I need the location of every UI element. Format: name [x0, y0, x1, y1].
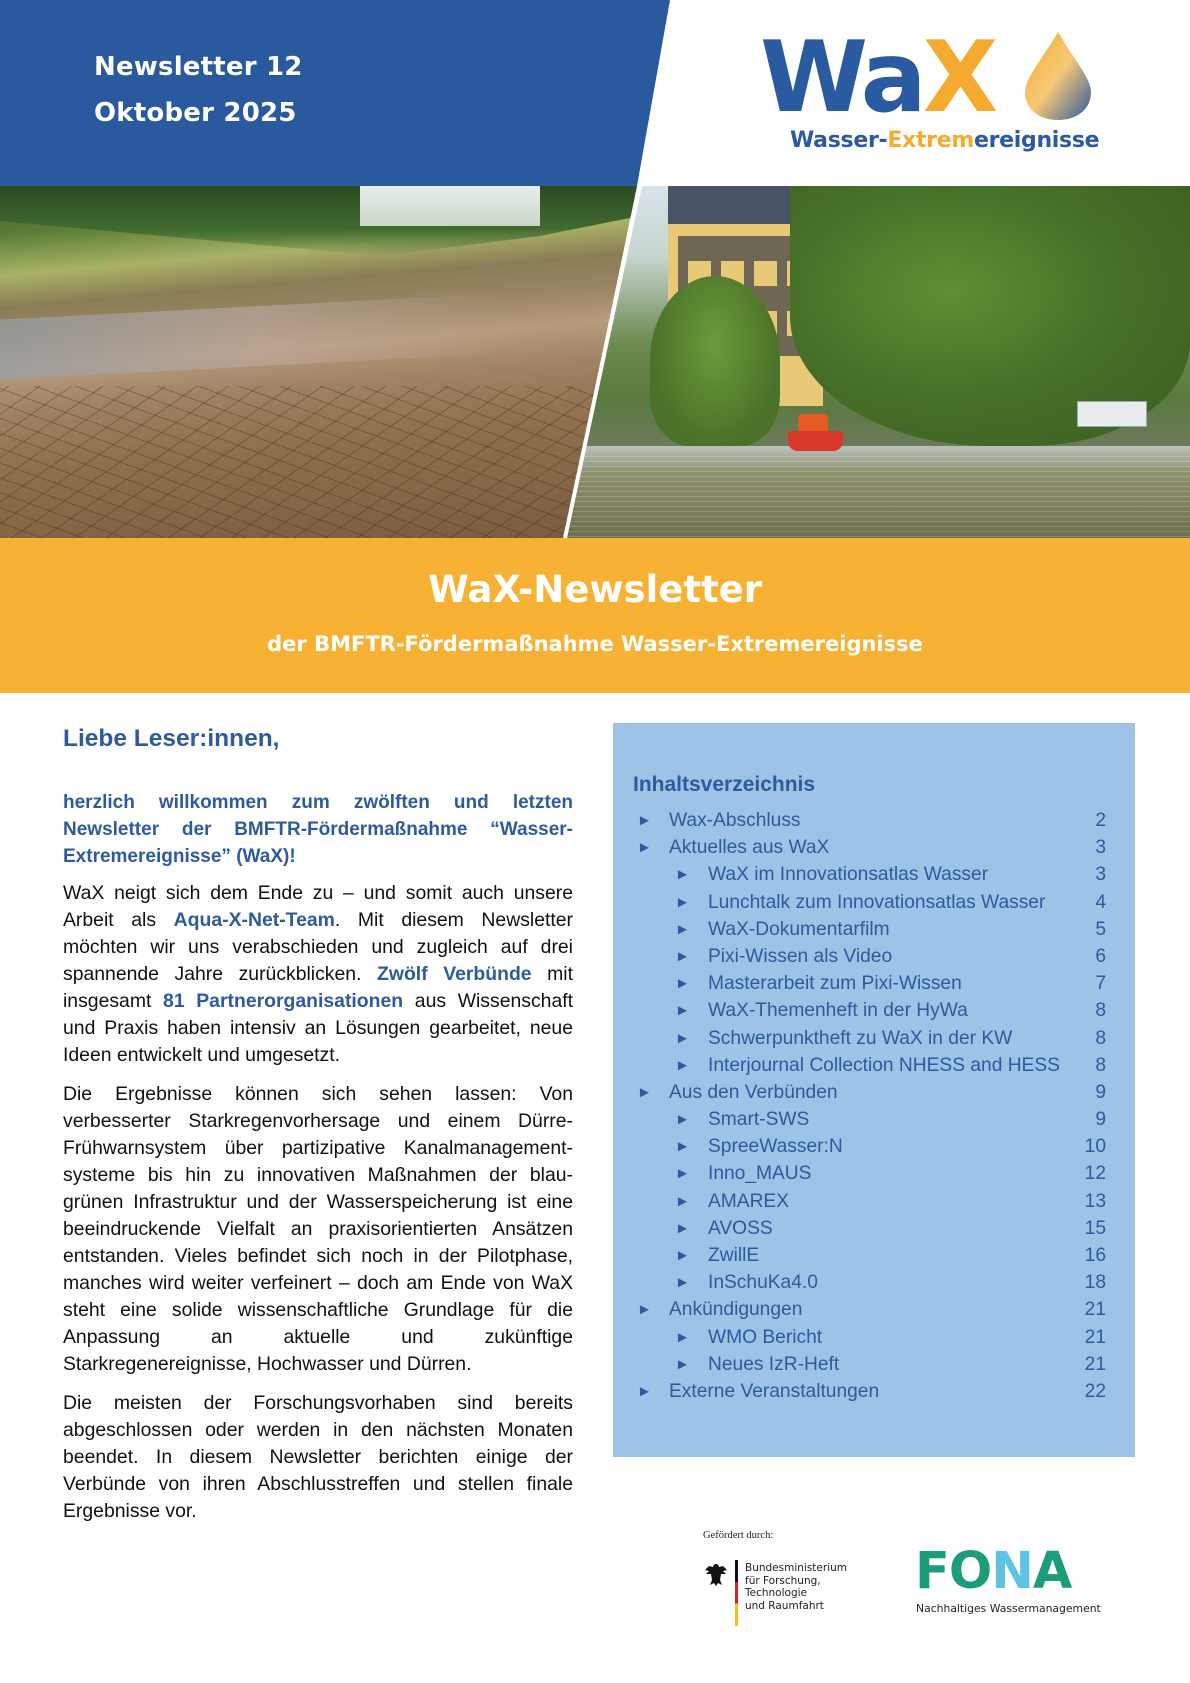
fona-logo — [915, 1542, 1072, 1601]
triangle-right-icon: ► — [675, 1165, 690, 1183]
toc-item-page: 5 — [1095, 918, 1106, 940]
header-banner — [0, 0, 670, 186]
p1-text: mit insgesamt — [63, 963, 573, 1012]
triangle-right-icon: ► — [637, 1301, 652, 1319]
toc-item-page: 9 — [1095, 1081, 1106, 1103]
greeting-heading: Liebe Leser:innen, — [63, 725, 280, 752]
toc-item[interactable] — [635, 1351, 1115, 1378]
triangle-right-icon: ► — [675, 975, 690, 993]
toc-item[interactable] — [635, 1133, 1115, 1160]
logo-sub-2: Extrem — [887, 128, 974, 153]
toc-item-label[interactable]: InSchuKa4.0 — [708, 1272, 818, 1294]
logo-wa: Wa — [760, 21, 923, 135]
p1-text: WaX neigt sich dem Ende zu – und somit auch unsere Arbeit als — [63, 882, 573, 931]
toc-item[interactable] — [635, 916, 1115, 943]
toc-item[interactable] — [635, 970, 1115, 997]
toc-title: Inhaltsverzeichnis — [633, 773, 816, 796]
toc-item-label[interactable]: WMO Bericht — [708, 1326, 823, 1348]
toc-item[interactable] — [635, 1160, 1115, 1187]
toc-item-label[interactable]: WaX im Innovationsatlas Wasser — [708, 864, 989, 886]
triangle-right-icon: ► — [675, 1219, 690, 1237]
toc-item-page: 18 — [1084, 1272, 1106, 1294]
triangle-right-icon: ► — [675, 1029, 690, 1047]
paragraph-3: Die meisten der Forschungsvorhaben sind bereits abgeschlossen oder werden in den nächsten Monaten beendet. In diesem Newsletter berichten einige der Verbünde von ihren Abschlusstreffen und stellen finale Ergebnisse vor. — [63, 1392, 573, 1522]
table-of-contents — [613, 723, 1135, 1457]
toc-item-label[interactable]: Aktuelles aus WaX — [669, 837, 830, 859]
highlight-aqua-x-net: Aqua-X-Net-Team — [173, 909, 335, 931]
highlight-verbuende: Zwölf Verbünde — [377, 963, 532, 985]
toc-item-page: 6 — [1095, 945, 1106, 967]
funded-by-label: Gefördert durch: — [703, 1530, 774, 1541]
toc-item[interactable] — [635, 1079, 1115, 1106]
bmftr-logo — [703, 1560, 873, 1630]
toc-item-label[interactable]: AMAREX — [708, 1190, 790, 1212]
toc-item-page: 16 — [1084, 1245, 1106, 1266]
triangle-right-icon: ► — [637, 1382, 652, 1400]
wax-logo — [760, 21, 1100, 158]
toc-item[interactable] — [635, 1378, 1115, 1405]
toc-item-label[interactable]: Aus den Verbünden — [669, 1081, 838, 1103]
toc-item[interactable] — [635, 997, 1115, 1024]
toc-item[interactable] — [635, 1215, 1115, 1242]
toc-item[interactable] — [635, 943, 1115, 970]
toc-item-page: 2 — [1095, 810, 1106, 831]
triangle-right-icon: ► — [675, 1274, 690, 1292]
toc-item[interactable] — [635, 1324, 1115, 1351]
logo-wordmark — [760, 21, 995, 135]
toc-item-label[interactable]: Inno_MAUS — [708, 1163, 812, 1185]
toc-item[interactable] — [635, 861, 1115, 888]
ministry-name: Bundesministerium für Forschung, Technologie und Raumfahrt — [745, 1562, 847, 1612]
toc-item[interactable] — [635, 1106, 1115, 1133]
fona-subtitle: Nachhaltiges Wassermanagement — [916, 1602, 1101, 1615]
toc-item-label[interactable]: Externe Veranstaltungen — [669, 1380, 880, 1402]
toc-item-label[interactable]: Lunchtalk zum Innovationsatlas Wasser — [708, 891, 1046, 913]
toc-list — [635, 807, 1115, 1405]
fona-fo: FO — [915, 1542, 992, 1601]
issue-number: Newsletter 12 — [94, 52, 303, 82]
title-banner — [0, 538, 1190, 693]
toc-item-label[interactable]: Interjournal Collection NHESS and HESS — [708, 1054, 1060, 1076]
toc-item-label[interactable]: WaX-Themenheft in der HyWa — [708, 1000, 968, 1022]
toc-item-page: 8 — [1095, 1027, 1106, 1049]
toc-item-page: 21 — [1084, 1326, 1106, 1348]
triangle-right-icon: ► — [637, 839, 652, 857]
toc-item-page: 3 — [1095, 837, 1106, 859]
toc-item[interactable] — [635, 1052, 1115, 1079]
toc-item-page: 21 — [1084, 1353, 1106, 1375]
triangle-right-icon: ► — [675, 1111, 690, 1129]
triangle-right-icon: ► — [675, 1328, 690, 1346]
toc-item[interactable] — [635, 1188, 1115, 1215]
intro-column — [63, 725, 573, 1537]
toc-item-label[interactable]: Schwerpunktheft zu WaX in der KW — [708, 1027, 1013, 1049]
toc-item-page: 15 — [1084, 1217, 1106, 1239]
toc-item[interactable] — [635, 1269, 1115, 1296]
fona-a: A — [1032, 1542, 1072, 1601]
toc-item[interactable] — [635, 1296, 1115, 1323]
p1-text: aus Wissenschaft und Praxis haben intensiv an Lösungen gearbeitet, neue Ideen entwickelt und umgesetzt. — [63, 990, 574, 1066]
german-flag-bar — [735, 1560, 738, 1626]
toc-item-page: 3 — [1095, 864, 1106, 886]
logo-sub-3: ereignisse — [973, 128, 1100, 153]
triangle-right-icon: ► — [675, 1247, 690, 1264]
fona-n: N — [991, 1542, 1033, 1601]
toc-item-page: 9 — [1095, 1109, 1106, 1131]
toc-item[interactable] — [635, 807, 1115, 834]
toc-item-page: 12 — [1084, 1163, 1106, 1185]
lead-paragraph: herzlich willkommen zum zwölften und letzten Newsletter der BMFTR-Fördermaßnahme “Wasser-Extremereignisse” (WaX)! — [63, 792, 573, 867]
toc-item[interactable] — [635, 834, 1115, 861]
toc-item-label[interactable]: ZwillE — [708, 1245, 760, 1266]
toc-item-label[interactable]: Neues IzR-Heft — [708, 1353, 840, 1375]
newsletter-title: WaX-Newsletter — [427, 568, 763, 611]
triangle-right-icon: ► — [675, 866, 690, 884]
highlight-partner: 81 Partnerorganisationen — [163, 990, 404, 1012]
triangle-right-icon: ► — [675, 1192, 690, 1210]
toc-item-page: 8 — [1095, 1054, 1106, 1076]
toc-item-page: 7 — [1095, 973, 1106, 995]
water-drop-icon — [1023, 30, 1093, 122]
toc-item-label[interactable]: Smart-SWS — [708, 1109, 810, 1131]
triangle-right-icon: ► — [675, 1355, 690, 1373]
toc-item[interactable] — [635, 889, 1115, 916]
toc-item-label[interactable]: Wax-Abschluss — [669, 810, 801, 831]
toc-item-page: 4 — [1095, 891, 1106, 913]
triangle-right-icon: ► — [675, 1056, 690, 1074]
toc-item-label[interactable]: Masterarbeit zum Pixi-Wissen — [708, 973, 962, 995]
toc-item-label[interactable]: SpreeWasser:N — [708, 1136, 843, 1158]
hero-images — [0, 186, 1190, 538]
paragraph-1 — [63, 880, 573, 1069]
toc-item[interactable] — [635, 1242, 1115, 1269]
triangle-right-icon: ► — [675, 1002, 690, 1020]
toc-item-page: 8 — [1095, 1000, 1106, 1022]
logo-sub-1: Wasser- — [790, 128, 888, 153]
triangle-right-icon: ► — [675, 893, 690, 911]
federal-eagle-icon — [703, 1562, 729, 1588]
toc-item-page: 22 — [1084, 1380, 1106, 1402]
newsletter-subtitle: der BMFTR-Fördermaßnahme Wasser-Extremereignisse — [267, 632, 923, 656]
triangle-right-icon: ► — [675, 920, 690, 938]
issue-date: Oktober 2025 — [94, 98, 297, 128]
logo-x: X — [922, 21, 995, 135]
toc-item[interactable] — [635, 1025, 1115, 1052]
logo-subtitle — [790, 128, 1099, 153]
toc-item-page: 10 — [1084, 1136, 1106, 1158]
toc-item-label[interactable]: Ankündigungen — [669, 1299, 803, 1321]
toc-item-page: 21 — [1084, 1299, 1106, 1321]
p1-text: . Mit diesem Newsletter möchten wir uns verabschieden und zugleich auf drei spannende Jahre zurückblicken. — [63, 909, 574, 985]
triangle-right-icon: ► — [675, 1138, 690, 1156]
toc-item-label[interactable]: Pixi-Wissen als Video — [708, 945, 893, 967]
triangle-right-icon: ► — [675, 947, 690, 965]
toc-item-page: 13 — [1084, 1190, 1106, 1212]
toc-item-label[interactable]: WaX-Dokumentarfilm — [708, 918, 890, 940]
triangle-right-icon: ► — [637, 812, 652, 829]
photo-divider — [0, 186, 1190, 538]
paragraph-2: Die Ergebnisse können sich sehen lassen: Von verbesserter Starkregenvorhersage und einem Dürre-Frühwarnsystem über partizipative Kanalmanagementsysteme bis hin zu innovativen Maßnahmen der blaugrünen Infrastruktur und der Wasserspeicherung ist eine beeindruckende Vielfalt an praxisorientierten Ansätzen entstanden. Vieles befindet sich noch in der Pilotphase, manches wird weiter verfeinert – doch am Ende von WaX steht eine solide wissenschaftliche Grundlage für die Anpassung an aktuelle und zukünftige Starkregenereignisse, Hochwasser und Dürren. — [63, 1083, 573, 1375]
triangle-right-icon: ► — [637, 1083, 652, 1101]
toc-item-label[interactable]: AVOSS — [708, 1217, 773, 1239]
